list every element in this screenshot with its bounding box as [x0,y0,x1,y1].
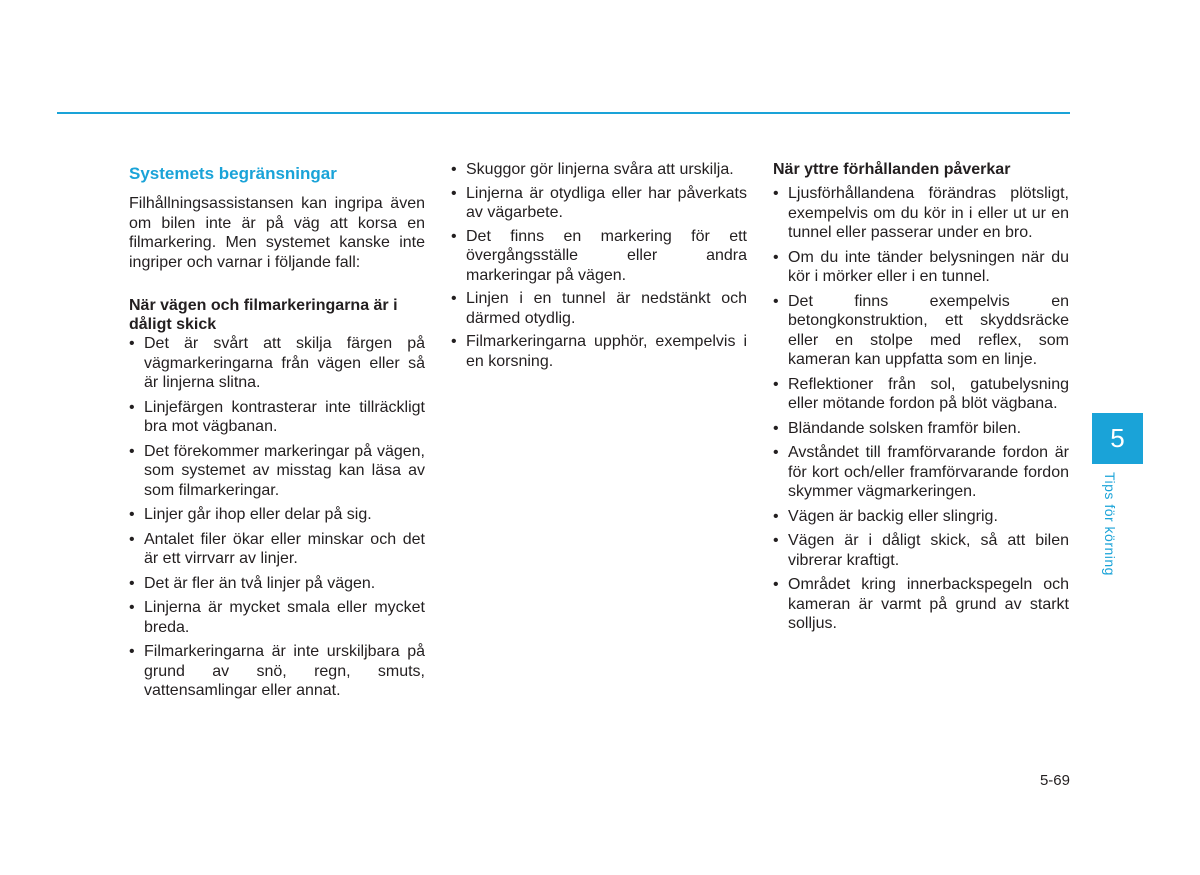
column-1 [129,160,425,706]
bullet-list-road-condition [129,334,425,701]
list-item: • Linjen i en tunnel är nedstänkt och därmed otydlig. [451,289,747,328]
list-item: • Filmarkeringarna upphör, exempelvis i en korsning. [451,332,747,371]
header-rule [57,112,1070,114]
list-item: • Filmarkeringarna är inte urskiljbara på grund av snö, regn, smuts, vattensamlingar eller annat. [129,642,425,701]
list-item: • Linjerna är otydliga eller har påverkats av vägarbete. [451,184,747,223]
list-item: • Avståndet till framförvarande fordon är för kort och/eller framförvarande fordon skymmer vägmarkeringen. [773,443,1069,502]
bullet-list-external-conditions [773,184,1069,634]
subheading-external-conditions: När yttre förhållanden påverkar [773,161,1011,178]
list-item: • Vägen är i dåligt skick, så att bilen vibrerar kraftigt. [773,531,1069,570]
list-item: • Det finns exempelvis en betongkonstruktion, ett skyddsräcke eller en stolpe med reflex, som kameran kan uppfatta som en linje. [773,292,1069,370]
list-item: • Området kring innerbackspegeln och kameran är varmt på grund av starkt solljus. [773,575,1069,634]
list-item: • Antalet filer ökar eller minskar och det är ett virrvarr av linjer. [129,530,425,569]
subheading-road-condition: När vägen och filmarkeringarna är i dåligt skick [129,297,398,333]
chapter-title-label: Tips för körning [1102,472,1118,576]
list-item: • Om du inte tänder belysningen när du kör i mörker eller i en tunnel. [773,248,1069,287]
list-item: • Vägen är backig eller slingrig. [773,507,1069,527]
chapter-number-tab: 5 [1092,413,1143,464]
list-item: • Linjer går ihop eller delar på sig. [129,505,425,525]
intro-paragraph: Filhållningsassistansen kan ingripa även om bilen inte är på väg att korsa en filmarkering. Men systemet kanske inte ingriper och varnar i följande fall: [129,195,425,271]
list-item: • Reflektioner från sol, gatubelysning eller mötande fordon på blöt vägbana. [773,375,1069,414]
list-item: • Det är svårt att skilja färgen på vägmarkeringarna från vägen eller så är linjerna slitna. [129,334,425,393]
list-item: • Det finns en markering för ett övergångsställe eller andra markeringar på vägen. [451,227,747,286]
section-title: Systemets begränsningar [129,164,337,183]
list-item: • Bländande solsken framför bilen. [773,419,1069,439]
list-item: • Linjerna är mycket smala eller mycket breda. [129,598,425,637]
bullet-list-continued [451,160,747,371]
page-number: 5-69 [1039,772,1070,789]
list-item: • Det är fler än två linjer på vägen. [129,574,425,594]
list-item: • Skuggor gör linjerna svåra att urskilja. [451,160,747,180]
list-item: • Det förekommer markeringar på vägen, som systemet av misstag kan läsa av som filmarkeringar. [129,442,425,501]
column-3 [773,160,1069,639]
column-2 [451,160,747,375]
list-item: • Linjefärgen kontrasterar inte tillräckligt bra mot vägbanan. [129,398,425,437]
list-item: • Ljusförhållandena förändras plötsligt, exempelvis om du kör in i eller ut ur en tunnel eller passerar under en bro. [773,184,1069,243]
